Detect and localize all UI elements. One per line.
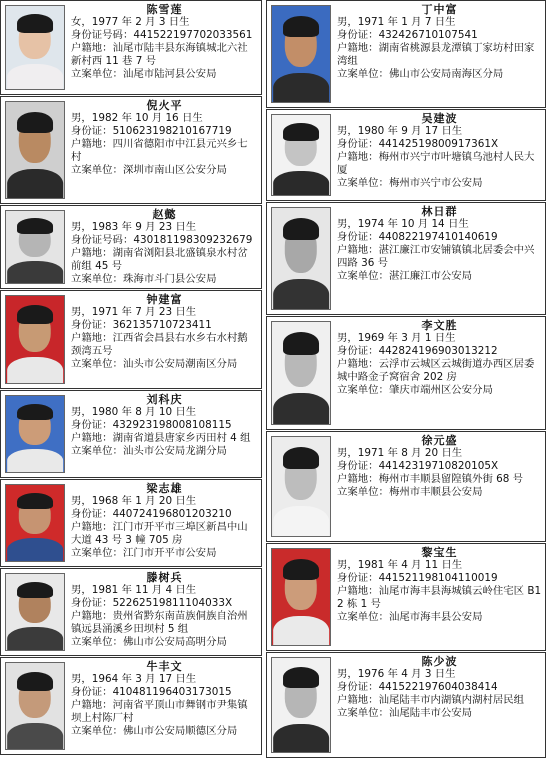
person-name: 徐元盛 bbox=[421, 434, 458, 447]
case-unit-value: 佛山市公安局南海区分局 bbox=[388, 68, 504, 80]
photo-clothing bbox=[273, 73, 329, 103]
person-name: 滕树兵 bbox=[146, 571, 183, 584]
photo-hair bbox=[283, 667, 319, 688]
household-label: 户籍地： bbox=[71, 521, 113, 533]
id-number-row bbox=[71, 125, 258, 138]
person-name: 吴建波 bbox=[421, 112, 458, 125]
id-number-row bbox=[71, 419, 258, 432]
photo-clothing bbox=[7, 449, 63, 473]
photo-clothing bbox=[7, 723, 63, 750]
gender-birthdate: 男，1981 年 11 月 4 日生 bbox=[71, 584, 197, 596]
gender-birthdate: 男，1964 年 3 月 17 日生 bbox=[71, 673, 197, 685]
household-label: 户籍地： bbox=[337, 473, 379, 485]
id-number-row bbox=[337, 345, 542, 358]
id-number-row bbox=[337, 29, 542, 42]
case-unit-value: 汕尾市陆河县公安局 bbox=[122, 68, 217, 80]
photo-hair bbox=[17, 14, 53, 32]
person-info bbox=[337, 319, 542, 397]
household-value: 汕尾市海丰县海城镇云岭住宅区 B12 栋 1 号 bbox=[337, 585, 542, 610]
household-label: 户籍地： bbox=[337, 358, 379, 370]
household-label: 户籍地： bbox=[71, 610, 113, 622]
photo-clothing bbox=[273, 171, 329, 196]
case-unit-value: 汕头市公安局龙湖分局 bbox=[122, 445, 227, 457]
case-unit-row bbox=[71, 164, 258, 177]
household-label: 户籍地： bbox=[71, 332, 113, 344]
id-number-label: 身份证号码： bbox=[71, 234, 134, 246]
case-unit-label: 立案单位： bbox=[71, 358, 123, 370]
person-info bbox=[337, 205, 542, 283]
household-row bbox=[71, 332, 258, 358]
id-number-label: 身份证： bbox=[337, 231, 379, 243]
id-number-label: 身份证： bbox=[71, 319, 113, 331]
person-card bbox=[0, 0, 262, 95]
person-info bbox=[337, 655, 542, 720]
id-number-label: 身份证： bbox=[71, 419, 113, 431]
person-card bbox=[266, 316, 546, 430]
gender-birthdate: 男，1974 年 10 月 14 日生 bbox=[337, 218, 469, 230]
id-number-value: 362135710723411 bbox=[112, 319, 212, 331]
household-value: 湖南省桃源县龙潭镇丁家坊村田家湾组 bbox=[337, 42, 535, 67]
household-label: 户籍地： bbox=[337, 694, 379, 706]
person-photo bbox=[5, 5, 65, 90]
id-number-value: 510623198210167719 bbox=[112, 125, 232, 137]
person-photo bbox=[271, 436, 331, 537]
person-info bbox=[337, 546, 542, 624]
case-unit-row bbox=[71, 273, 258, 286]
case-unit-label: 立案单位： bbox=[337, 611, 389, 623]
household-value: 云浮市云城区云城街道办西区居委城中路金子窝宿舍 202 房 bbox=[337, 358, 535, 383]
person-name: 刘科庆 bbox=[146, 393, 183, 406]
photo-clothing bbox=[7, 169, 63, 199]
case-unit-value: 汕头市公安局潮南区分局 bbox=[122, 358, 238, 370]
person-name: 黎宝生 bbox=[421, 546, 458, 559]
photo-clothing bbox=[7, 261, 63, 284]
person-name: 陈少波 bbox=[421, 655, 458, 668]
id-number-value: 440724196801203210 bbox=[112, 508, 232, 520]
household-row bbox=[71, 42, 258, 68]
id-number-row bbox=[337, 681, 542, 694]
case-unit-label: 立案单位： bbox=[337, 707, 389, 719]
person-info bbox=[71, 3, 258, 81]
photo-clothing bbox=[273, 279, 329, 310]
person-card bbox=[0, 568, 262, 656]
household-value: 湛江廉江市安铺镇镇北居委会中兴四路 36 号 bbox=[337, 244, 535, 269]
case-unit-label: 立案单位： bbox=[337, 68, 389, 80]
id-number-label: 身份证： bbox=[71, 597, 113, 609]
person-photo bbox=[271, 114, 331, 196]
id-number-row bbox=[71, 29, 258, 42]
photo-clothing bbox=[7, 538, 63, 562]
person-photo bbox=[271, 548, 331, 646]
photo-hair bbox=[283, 332, 319, 354]
case-unit-label: 立案单位： bbox=[337, 270, 389, 282]
household-row bbox=[71, 138, 258, 164]
household-value: 梅州市丰顺县留隍镇外街 68 号 bbox=[378, 473, 524, 485]
id-number-value: 441522197604038414 bbox=[378, 681, 498, 693]
id-number-label: 身份证： bbox=[337, 138, 379, 150]
household-label: 户籍地： bbox=[337, 585, 379, 597]
household-value: 河南省平顶山市舞钢市尹集镇坝上村陈厂村 bbox=[71, 699, 248, 724]
person-photo bbox=[271, 207, 331, 310]
id-number-value: 441521198104110019 bbox=[378, 572, 498, 584]
gender-birthdate: 男，1971 年 7 月 23 日生 bbox=[71, 306, 197, 318]
person-name: 李文胜 bbox=[421, 319, 458, 332]
photo-hair bbox=[17, 404, 53, 421]
id-number-value: 52262519811104033X bbox=[112, 597, 233, 609]
case-unit-label: 立案单位： bbox=[337, 486, 389, 498]
household-label: 户籍地： bbox=[71, 42, 113, 54]
person-card bbox=[0, 290, 262, 389]
person-photo bbox=[5, 662, 65, 750]
household-row bbox=[71, 610, 258, 636]
person-card bbox=[266, 431, 546, 542]
gender-birthdate: 女，1977 年 2 月 3 日生 bbox=[71, 16, 190, 28]
case-unit-row bbox=[337, 611, 542, 624]
person-info bbox=[71, 571, 258, 649]
id-number-row bbox=[71, 686, 258, 699]
household-row bbox=[71, 432, 258, 445]
case-unit-row bbox=[71, 68, 258, 81]
photo-hair bbox=[283, 447, 319, 469]
gender-birthdate: 男，1983 年 9 月 23 日生 bbox=[71, 221, 197, 233]
id-number-label: 身份证： bbox=[337, 460, 379, 472]
person-info bbox=[71, 293, 258, 371]
case-unit-value: 珠海市斗门县公安局 bbox=[122, 273, 217, 285]
household-value: 汕尾陆丰市内湖镇内湖村居民组 bbox=[378, 694, 525, 706]
photo-hair bbox=[17, 672, 53, 691]
photo-clothing bbox=[273, 724, 329, 753]
person-name: 梁志雄 bbox=[146, 482, 183, 495]
person-photo bbox=[271, 321, 331, 425]
household-value: 湖南省道县唐家乡丙田村 4 组 bbox=[112, 432, 251, 444]
id-number-value: 432923198008108115 bbox=[112, 419, 232, 431]
person-photo bbox=[5, 484, 65, 562]
case-unit-row bbox=[71, 358, 258, 371]
id-number-row bbox=[71, 597, 258, 610]
gender-birthdate: 男，1971 年 8 月 20 日生 bbox=[337, 447, 463, 459]
id-number-row bbox=[71, 508, 258, 521]
gender-birthdate: 男，1968 年 1 月 20 日生 bbox=[71, 495, 197, 507]
photo-hair bbox=[17, 493, 53, 510]
person-info bbox=[337, 434, 542, 499]
case-unit-value: 梅州市丰顺县公安局 bbox=[388, 486, 483, 498]
case-unit-value: 佛山市公安局顺德区分局 bbox=[122, 725, 238, 737]
case-unit-label: 立案单位： bbox=[71, 725, 123, 737]
case-unit-row bbox=[71, 725, 258, 738]
case-unit-label: 立案单位： bbox=[71, 273, 123, 285]
case-unit-value: 汕尾陆丰市公安局 bbox=[388, 707, 473, 719]
photo-hair bbox=[283, 559, 319, 580]
household-row bbox=[337, 244, 542, 270]
person-card bbox=[0, 657, 262, 755]
photo-hair bbox=[283, 218, 319, 240]
household-value: 湖南省浏阳县北盛镇泉水村岔前组 45 号 bbox=[71, 247, 248, 272]
person-card bbox=[266, 202, 546, 315]
person-name: 林日群 bbox=[421, 205, 458, 218]
household-value: 梅州市兴宁市叶塘镇乌池村人民大厦 bbox=[337, 151, 535, 176]
case-unit-value: 肇庆市端州区公安分局 bbox=[388, 384, 493, 396]
household-label: 户籍地： bbox=[337, 151, 379, 163]
case-unit-label: 立案单位： bbox=[337, 177, 389, 189]
id-number-row bbox=[337, 572, 542, 585]
person-card bbox=[0, 479, 262, 567]
household-label: 户籍地： bbox=[71, 138, 113, 150]
id-number-label: 身份证： bbox=[337, 29, 379, 41]
person-card bbox=[266, 652, 546, 758]
photo-clothing bbox=[273, 506, 329, 537]
person-photo bbox=[5, 101, 65, 199]
person-card bbox=[0, 205, 262, 289]
id-number-row bbox=[337, 460, 542, 473]
case-unit-row bbox=[337, 486, 542, 499]
person-photo bbox=[5, 573, 65, 651]
photo-clothing bbox=[7, 627, 63, 651]
household-value: 四川省德阳市中江县元兴乡七村 bbox=[71, 138, 248, 163]
photo-hair bbox=[17, 112, 53, 133]
photo-clothing bbox=[273, 616, 329, 646]
case-unit-label: 立案单位： bbox=[71, 68, 123, 80]
person-card bbox=[266, 0, 546, 108]
id-number-label: 身份证： bbox=[337, 572, 379, 584]
household-label: 户籍地： bbox=[337, 42, 379, 54]
gender-birthdate: 男，1982 年 10 月 16 日生 bbox=[71, 112, 203, 124]
case-unit-value: 佛山市公安局高明分局 bbox=[122, 636, 227, 648]
id-number-value: 44142319710820105X bbox=[378, 460, 499, 472]
person-info bbox=[71, 393, 258, 458]
household-value: 汕尾市陆丰县东海镇城北六社新村西 11 巷 7 号 bbox=[71, 42, 248, 67]
id-number-label: 身份证： bbox=[71, 508, 113, 520]
case-unit-row bbox=[71, 547, 258, 560]
household-row bbox=[337, 585, 542, 611]
case-unit-value: 深圳市南山区公安分局 bbox=[122, 164, 227, 176]
id-number-value: 44142519800917361X bbox=[378, 138, 499, 150]
photo-clothing bbox=[273, 393, 329, 425]
id-number-value: 441522197702033561 bbox=[133, 29, 253, 41]
person-photo bbox=[271, 657, 331, 753]
household-label: 户籍地： bbox=[71, 699, 113, 711]
id-number-row bbox=[71, 234, 258, 247]
household-row bbox=[337, 694, 542, 707]
gender-birthdate: 男，1976 年 4 月 3 日生 bbox=[337, 668, 456, 680]
gender-birthdate: 男，1981 年 4 月 11 日生 bbox=[337, 559, 463, 571]
household-label: 户籍地： bbox=[71, 432, 113, 444]
id-number-label: 身份证： bbox=[337, 345, 379, 357]
id-number-value: 432426710107541 bbox=[378, 29, 478, 41]
person-card bbox=[266, 109, 546, 201]
household-row bbox=[71, 699, 258, 725]
person-name: 牛丰文 bbox=[146, 660, 183, 673]
id-number-row bbox=[337, 138, 542, 151]
gender-birthdate: 男，1980 年 8 月 10 日生 bbox=[71, 406, 197, 418]
case-unit-label: 立案单位： bbox=[71, 164, 123, 176]
person-photo bbox=[5, 295, 65, 384]
id-number-label: 身份证： bbox=[71, 125, 113, 137]
household-label: 户籍地： bbox=[337, 244, 379, 256]
case-unit-label: 立案单位： bbox=[71, 445, 123, 457]
household-row bbox=[337, 42, 542, 68]
id-number-row bbox=[337, 231, 542, 244]
case-unit-label: 立案单位： bbox=[71, 547, 123, 559]
photo-hair bbox=[17, 582, 53, 599]
gender-birthdate: 男，1971 年 1 月 7 日生 bbox=[337, 16, 456, 28]
person-info bbox=[71, 208, 258, 286]
household-value: 江门市开平市三埠区新昌中山大道 43 号 3 幢 705 房 bbox=[71, 521, 248, 546]
photo-hair bbox=[283, 123, 319, 141]
id-number-value: 430181198309232679 bbox=[133, 234, 253, 246]
id-number-row bbox=[71, 319, 258, 332]
household-value: 江西省会昌县右水乡右水村鹅颈湾五号 bbox=[71, 332, 248, 357]
person-info bbox=[71, 99, 258, 177]
id-number-value: 410481196403173015 bbox=[112, 686, 232, 698]
person-name: 倪火平 bbox=[146, 99, 183, 112]
person-card bbox=[0, 390, 262, 478]
person-card bbox=[266, 543, 546, 651]
case-unit-label: 立案单位： bbox=[337, 384, 389, 396]
person-info bbox=[337, 3, 542, 81]
case-unit-value: 梅州市兴宁市公安局 bbox=[388, 177, 483, 189]
id-number-value: 442824196903013212 bbox=[378, 345, 498, 357]
id-number-label: 身份证： bbox=[71, 686, 113, 698]
person-photo bbox=[271, 5, 331, 103]
case-unit-row bbox=[71, 445, 258, 458]
person-card bbox=[0, 96, 262, 204]
person-name: 陈雪莲 bbox=[146, 3, 183, 16]
gender-birthdate: 男，1969 年 3 月 1 日生 bbox=[337, 332, 456, 344]
person-photo bbox=[5, 210, 65, 284]
person-info bbox=[337, 112, 542, 190]
household-row bbox=[71, 247, 258, 273]
household-value: 贵州省黔东南苗族侗族自治州镇远县涌溪乡田坝村 5 组 bbox=[71, 610, 248, 635]
case-unit-value: 江门市开平市公安局 bbox=[122, 547, 217, 559]
person-name: 赵懿 bbox=[152, 208, 177, 221]
person-photo bbox=[5, 395, 65, 473]
photo-clothing bbox=[7, 357, 63, 384]
case-unit-row bbox=[71, 636, 258, 649]
case-unit-row bbox=[337, 68, 542, 81]
person-name: 丁中富 bbox=[421, 3, 458, 16]
id-number-label: 身份证： bbox=[337, 681, 379, 693]
case-unit-row bbox=[337, 707, 542, 720]
household-row bbox=[337, 151, 542, 177]
case-unit-row bbox=[337, 384, 542, 397]
photo-clothing bbox=[7, 64, 63, 90]
photo-hair bbox=[17, 305, 53, 324]
photo-hair bbox=[283, 16, 319, 37]
household-label: 户籍地： bbox=[71, 247, 113, 259]
case-unit-value: 汕尾市海丰县公安局 bbox=[388, 611, 483, 623]
person-name: 钟建富 bbox=[146, 293, 183, 306]
photo-hair bbox=[17, 218, 53, 234]
household-row bbox=[71, 521, 258, 547]
person-info bbox=[71, 660, 258, 738]
case-unit-row bbox=[337, 177, 542, 190]
case-unit-value: 湛江廉江市公安局 bbox=[388, 270, 473, 282]
household-row bbox=[337, 473, 542, 486]
case-unit-row bbox=[337, 270, 542, 283]
case-unit-label: 立案单位： bbox=[71, 636, 123, 648]
id-number-value: 440822197410140619 bbox=[378, 231, 498, 243]
household-row bbox=[337, 358, 542, 384]
id-number-label: 身份证号码： bbox=[71, 29, 134, 41]
gender-birthdate: 男，1980 年 9 月 17 日生 bbox=[337, 125, 463, 137]
person-info bbox=[71, 482, 258, 560]
